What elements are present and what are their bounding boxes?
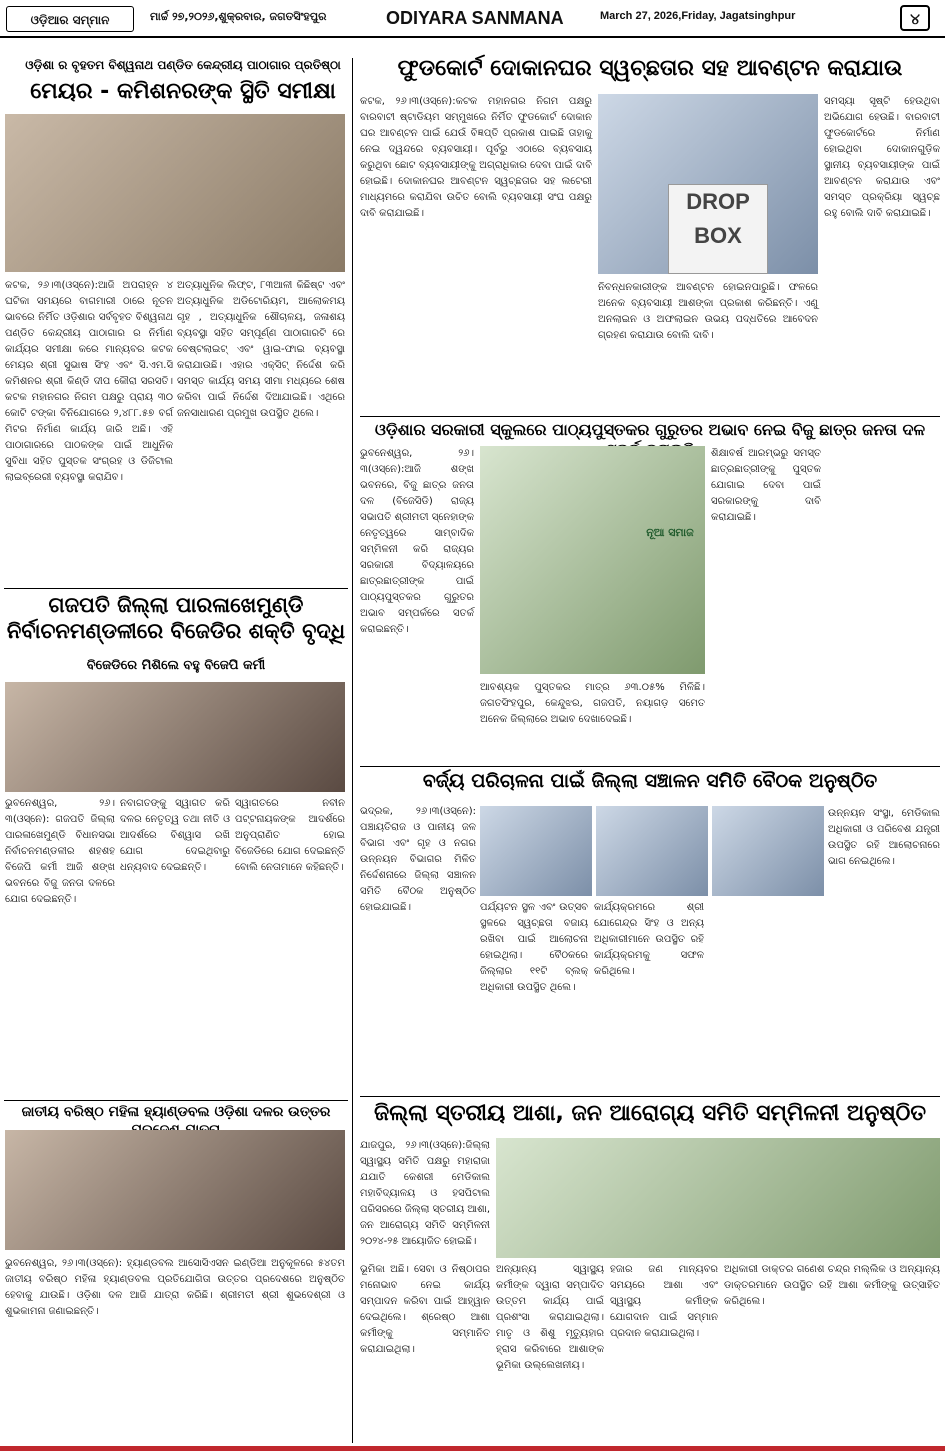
waste-photo-3 — [712, 806, 824, 896]
gajapati-headline — [4, 592, 348, 654]
waste-photo-1 — [480, 806, 592, 896]
textbook-headline — [360, 420, 940, 442]
waste-photo-2 — [596, 806, 708, 896]
library-kicker-text: ଓଡ଼ିଶା ର ବୃହତମ ବିଶ୍ୱନାଥ ପଣ୍ଡିତ କେନ୍ଦ୍ରୀୟ ପାଠାଗାର ପ୍ରତିଷ୍ଠା — [25, 58, 341, 72]
column-divider — [352, 58, 353, 1443]
asha-body-left: ଯାଜପୁର, ୨୬।୩(ଓସ୍ନେ):ଜିଲ୍ଲା ସ୍ୱାସ୍ଥ୍ୟ ସମିତି ପକ୍ଷରୁ ମହାରାଜା ଯଯାତି କେଶରୀ ମେଡିକାଲ ମହାବିଦ୍ୟାଳୟ ଓ ହସପିଟାଲ ପରିସରରେ ଜିଲ୍ଲା ସ୍ତରୀୟ ଆଶା, ଜନ ଆରୋଗ୍ୟ ସମିତି ସମ୍ମିଳନୀ ୨୦୨୪-୨୫ ଆୟୋଜିତ ହୋଇଛି। — [360, 1140, 491, 1247]
divider-rule — [360, 1096, 940, 1097]
gajapati-subheadline-text: ବିଜେଡିରେ ମିଶିଲେ ବହୁ ବିଜେପି କର୍ମୀ — [86, 658, 266, 673]
asha-body-c3: ହଜାର ଜଣ ମାନ୍ୟବର ସମୟରେ ଆଶା ଏବଂ ସ୍ୱାସ୍ଥ୍ୟ କର୍ମୀଙ୍କ ଯୋଗଦାନ ପାଇଁ ସମ୍ମାନ ପ୍ରଦାନ କରାଯାଇଥିଲା। — [610, 1264, 718, 1339]
library-headline-text: ମେୟର - କମିଶନରଙ୍କ ସ୍ଥିତି ସମୀକ୍ଷା — [30, 79, 336, 104]
waste-headline — [360, 770, 940, 800]
asha-headline-text: ଜିଲ୍ଲା ସ୍ତରୀୟ ଆଶା, ଜନ ଆରୋଗ୍ୟ ସମିତି ସମ୍ମିଳନୀ ଅନୁଷ୍ଠିତ — [373, 1101, 927, 1126]
asha-photo — [496, 1138, 940, 1258]
gajapati-body-right: ସ୍ୱାଗତରେ ନବୀନ ପଟ୍ଟନାୟକଙ୍କ ଆଦର୍ଶରେ ଅନୁପ୍ରାଣିତ ହୋଇ ବିଜେଡିରେ ଯୋଗ ଦେଇଛନ୍ତି ବୋଲି ନେତାମାନେ କହିଛନ୍ତି। — [235, 798, 345, 873]
gajapati-photo — [5, 682, 345, 792]
foodcourt-headline-text: ଫୁଡକୋର୍ଟ ଦୋକାନଘର ସ୍ୱଚ୍ଛତାର ସହ ଆବଣ୍ଟନ କରାଯାଉ — [397, 56, 903, 81]
masthead — [0, 0, 945, 38]
divider-rule — [360, 766, 940, 767]
foodcourt-photo — [598, 94, 818, 274]
gajapati-headline-text: ଗଜପତି ଜିଲ୍ଲା ପାରଳାଖେମୁଣ୍ଡି ନିର୍ବାଚନମଣ୍ଡଳୀରେ ବିଜେଡିର ଶକ୍ତି ବୃଦ୍ଧି — [6, 593, 346, 644]
waste-body-far: ଉନ୍ନୟନ ସଂସ୍ଥା, ମେଡିକାଲ ଅଧିକାରୀ ଓ ପରିବେଶ ଯନ୍ତ୍ରୀ ଉପସ୍ଥିତ ରହି ଆଲୋଚନାରେ ଭାଗ ନେଇଥିଲେ। — [828, 808, 940, 867]
textbook-headline-text: ଓଡ଼ିଶାର ସରକାରୀ ସ୍କୁଲରେ ପାଠ୍ୟପୁସ୍ତକର ଗୁରୁତର ଅଭାବ ନେଇ ବିଜୁ ଛାତ୍ର ଜନତା ଦଳ — [374, 420, 926, 439]
divider-rule — [360, 416, 940, 417]
textbook-photo — [480, 446, 705, 674]
handball-headline-text: ଜାତୀୟ ବରିଷ୍ଠ ମହିଳା ହ୍ୟାଣ୍ଡବଲ ଓଡ଼ିଶା ଦଳର ଉତ୍ତର — [21, 1104, 331, 1120]
textbook-banner-text: ନୂଆ ସମାଜ — [646, 526, 694, 539]
handball-headline — [4, 1104, 348, 1128]
gajapati-body-left: ଭୁବନେଶ୍ୱର, ୨୬।୩(ଓସ୍ନେ): ଗଜପତି ଜିଲ୍ଲା ପାରଳାଖେମୁଣ୍ଡି ବିଧାନସଭା ନିର୍ବାଚନମଣ୍ଡଳୀର ଶହଶହ ବିଜେପି କର୍ମୀ ଆଜି ଶଙ୍ଖ ଭବନରେ ବିଜୁ ଜନତା ଦଳରେ ଯୋଗ ଦେଇଛନ୍ତି। — [5, 798, 115, 905]
masthead-date-english: March 27, 2026,Friday, Jagatsinghpur — [600, 10, 796, 22]
textbook-body-mid: ଆବଶ୍ୟକ ପୁସ୍ତକର ମାତ୍ର ୬୩.୦୫% ମିଳିଛି। ଜଗତସିଂହପୁର, କେନ୍ଦୁଝର, ଗଜପତି, ନୟାଗଡ଼ ସମେତ ଅନେକ ଜିଲ୍ଲାରେ ଅଭାବ ଦେଖାଦେଇଛି। — [480, 682, 705, 725]
asha-headline — [360, 1100, 940, 1134]
asha-body-c2: ଅନ୍ୟାନ୍ୟ ସ୍ୱାସ୍ଥ୍ୟ କର୍ମୀଙ୍କ ଦ୍ୱାରା ସମ୍ପାଦିତ ଉତ୍ତମ କାର୍ଯ୍ୟ ପାଇଁ ପ୍ରଶଂସା କରାଯାଇଥିଲା। ମାତୃ ଓ ଶିଶୁ ମୃତ୍ୟୁହାର ହ୍ରାସ କରିବାରେ ଆଶାଙ୍କ ଭୂମିକା ଉଲ୍ଲେଖନୀୟ। — [496, 1264, 604, 1371]
newspaper-logo: ଓଡ଼ିଆର ସମ୍ମାନ — [6, 6, 134, 32]
waste-body-left: ଭଦ୍ରକ, ୨୬।୩(ଓସ୍ନେ): ପଞ୍ଚାୟତିରାଜ ଓ ପାନୀୟ ଜଳ ବିଭାଗ ଏବଂ ଗୃହ ଓ ନଗର ଉନ୍ନୟନ ବିଭାଗର ମିଳିତ ନିର୍ଦ୍ଦେଶନାରେ ଜିଲ୍ଲା ସଞ୍ଚାଳନ ସମିତି ବୈଠକ ଅନୁଷ୍ଠିତ ହୋଇଯାଇଛି। — [360, 806, 476, 913]
asha-body-c4: ଅଧିକାରୀ ଡାକ୍ତର ଗଣେଶ ଚନ୍ଦ୍ର ମଲ୍ଲିକ ଓ ଅନ୍ୟାନ୍ୟ ଡାକ୍ତରମାନେ ଉପସ୍ଥିତ ରହି ଆଶା କର୍ମୀଙ୍କୁ ଉତ୍ସାହିତ କରିଥିଲେ। — [724, 1264, 940, 1307]
masthead-title: ODIYARA SANMANA — [386, 8, 564, 28]
masthead-date-odia: ମାର୍ଚ୍ଚ ୨୭,୨୦୨୬,ଶୁକ୍ରବାର, ଜଗତସିଂହପୁର — [150, 10, 327, 23]
textbook-body-left: ଭୁବନେଶ୍ୱର, ୨୬।୩(ଓସ୍ନେ):ଆଜି ଶଙ୍ଖ ଭବନରେ, ବିଜୁ ଛାତ୍ର ଜନତା ଦଳ (ବିଜେସିଡି) ରାଜ୍ୟ ସଭାପତି ଶ୍ରୀମତୀ ସ୍ନେହାଙ୍କ ନେତୃତ୍ୱରେ ସାମ୍ବାଦିକ ସମ୍ମିଳନୀ କରି ରାଜ୍ୟର ସରକାରୀ ବିଦ୍ୟାଳୟରେ ଛାତ୍ରଛାତ୍ରୀଙ୍କ ପାଇଁ ପାଠ୍ୟପୁସ୍ତକର ଗୁରୁତର ଅଭାବ ସମ୍ପର୍କରେ ସତର୍କ କରାଇଛନ୍ତି। — [360, 448, 474, 635]
waste-headline-text: ବର୍ଜ୍ୟ ପରିଚାଳନା ପାଇଁ ଜିଲ୍ଲା ସଞ୍ଚାଳନ ସମିତି ବୈଠକ ଅନୁଷ୍ଠିତ — [422, 770, 878, 792]
textbook-body-right: ଶିକ୍ଷାବର୍ଷ ଆରମ୍ଭରୁ ସମସ୍ତ ଛାତ୍ରଛାତ୍ରୀଙ୍କୁ ପୁସ୍ତକ ଯୋଗାଇ ଦେବା ପାଇଁ ସରକାରଙ୍କୁ ଦାବି କରାଯାଇଛି। — [711, 448, 821, 523]
library-body-left: କଟକ, ୨୬।୩(ଓସ୍ନେ):ଆଜି ଅପରାହ୍ନ ୪ ଘଟିକା ସମୟରେ ବାଗମାରୀ ଠାରେ ନୂତନ ଭାବରେ ନିର୍ମିତ ଓଡ଼ିଶାର ସର୍ବବୃହତ ବିଶ୍ୱନାଥ ପଣ୍ଡିତ କେନ୍ଦ୍ରୀୟ ପାଠାଗାର ର ନିର୍ମାଣ କାର୍ଯ୍ୟର ସମୀକ୍ଷା କରେ ମାନ୍ୟବର କଟକ ମେୟର ଶ୍ରୀ ସୁଭାଷ ସିଂହ ଏବଂ ସି.ଏମ.ସି କମିଶନର ଶ୍ରୀ କିଣ୍ଡି ଦୀପ କୌରା ସରସତି। କଟକ ମହାନଗର ନିଗମ ପକ୍ଷରୁ ପ୍ରାୟ ୩୦ କୋଟି ଟଙ୍କା ବିନିଯୋଗରେ ୨,୪୮୮.୫୭ ବର୍ଗ ମିଟର ନିର୍ମାଣ କାର୍ଯ୍ୟ ଜାରି ଅଛି। ଏହି ପାଠାଗାରରେ ପାଠକଙ୍କ ପାଇଁ ଆଧୁନିକ ସୁବିଧା ସହିତ ପୁସ୍ତକ ସଂଗ୍ରହ ଓ ଡିଜିଟାଲ ଲାଇବ୍ରେରୀ ବ୍ୟବସ୍ଥା କରାଯିବ। — [5, 280, 173, 483]
divider-rule — [4, 1100, 348, 1101]
gajapati-body-mid: ନବାଗତଙ୍କୁ ସ୍ୱାଗତ କରି ଦଳର ନେତୃତ୍ୱ ତଥା ନୀତି ଓ ଆଦର୍ଶରେ ବିଶ୍ୱାସ ରଖି ଯୋଗ ଦେଇଥିବାରୁ ଧନ୍ୟବାଦ ଦେଇଛନ୍ତି। — [120, 798, 230, 873]
library-kicker — [4, 58, 362, 76]
drop-box-sign — [668, 184, 768, 274]
foodcourt-body-right: ସମସ୍ୟା ସୃଷ୍ଟି ହେଉଥିବା ଅଭିଯୋଗ ହେଉଛି। ବାରବାଟୀ ଫୁଡକୋର୍ଟରେ ନିର୍ମାଣ ହୋଇଥିବା ଦୋକାନଗୁଡ଼ିକ ସ୍ଥାନୀୟ ବ୍ୟବସାୟୀଙ୍କ ପାଇଁ ଆବଣ୍ଟନ କରାଯାଉ ଏବଂ ସମସ୍ତ ପ୍ରକ୍ରିୟା ସ୍ୱଚ୍ଛ ରହୁ ବୋଲି ଦାବି କରାଯାଇଛି। — [824, 96, 940, 219]
foodcourt-body-mid: ନିବନ୍ଧନକାରୀଙ୍କ ଆବଣ୍ଟନ ହୋଇନପାରୁଛି। ଫଳରେ ଅନେକ ବ୍ୟବସାୟୀ ଆଶଙ୍କା ପ୍ରକାଶ କରିଛନ୍ତି। ଏଣୁ ଅନଲାଇନ ଓ ଅଫଲାଇନ ଉଭୟ ପଦ୍ଧତିରେ ଆବେଦନ ଗ୍ରହଣ କରାଯାଉ ବୋଲି ଦାବି। — [598, 282, 818, 341]
gajapati-subheadline — [4, 658, 348, 678]
asha-body-c1: ଭୂମିକା ଅଛି। ସେବା ଓ ନିଷ୍ଠାପର ମନୋଭାବ ନେଇ କାର୍ଯ୍ୟ ସମ୍ପାଦନ କରିବା ପାଇଁ ଆହ୍ୱାନ ଦେଇଥିଲେ। ଶ୍ରେଷ୍ଠ ଆଶା କର୍ମୀଙ୍କୁ ସମ୍ମାନିତ କରାଯାଇଥିଲା। — [360, 1264, 490, 1355]
handball-photo — [5, 1130, 345, 1250]
foodcourt-body-left: କଟକ, ୨୬।୩(ଓସ୍ନେ):କଟକ ମହାନଗର ନିଗମ ପକ୍ଷରୁ ବାରବାଟୀ ଷ୍ଟାଡିୟମ ସମ୍ମୁଖରେ ନିର୍ମିତ ଫୁଡକୋର୍ଟ ଦୋକାନ ଘର ଆବଣ୍ଟନ ପାଇଁ ଯେଉଁ ବିଜ୍ଞପ୍ତି ପ୍ରକାଶ ପାଇଛି ତାହାକୁ ନେଇ ଦ୍ୱନ୍ଦରେ ବ୍ୟବସାୟୀ। ପୂର୍ବରୁ ଏଠାରେ ବ୍ୟବସାୟ କରୁଥିବା ଛୋଟ ବ୍ୟବସାୟୀଙ୍କୁ ଅଗ୍ରାଧିକାର ଦେବା ପାଇଁ ଦାବି ହୋଇଛି। ଦୋକାନଘର ଆବଣ୍ଟନ ସ୍ୱଚ୍ଛତାର ସହ ଲଟେରୀ ମାଧ୍ୟମରେ କରାଯିବା ଉଚିତ ବୋଲି ବ୍ୟବସାୟୀ ସଂଘ ପକ୍ଷରୁ ଦାବି କରାଯାଇଛି। — [360, 96, 592, 219]
waste-body-right: କାର୍ଯ୍ୟକ୍ରମରେ ଶ୍ରୀ ଯୋଗେନ୍ଦ୍ର ସିଂହ ଓ ଅନ୍ୟ ଅଧିକାରୀମାନେ ଉପସ୍ଥିତ ରହି କାର୍ଯ୍ୟକ୍ରମକୁ ସଫଳ କରିଥିଲେ। — [594, 902, 704, 977]
foodcourt-headline — [360, 55, 940, 89]
drop-box-text: DROP BOX — [686, 189, 750, 248]
library-photo — [5, 114, 345, 272]
footer-rule — [0, 1446, 945, 1451]
handball-body: ଭୁବନେଶ୍ୱର, ୨୬।୩(ଓସ୍ନେ): ହ୍ୟାଣ୍ଡବଲ ଆସୋସିଏସନ ଇଣ୍ଡିଆ ଅନୁକୂଳରେ ୫୪ତମ ଜାତୀୟ ବରିଷ୍ଠ ମହିଳା ହ୍ୟାଣ୍ଡବଲ ପ୍ରତିଯୋଗିତା ଉତ୍ତର ପ୍ରଦେଶରେ ଅନୁଷ୍ଠିତ ହେବାକୁ ଯାଉଛି। ଓଡ଼ିଶା ଦଳ ଆଜି ଯାତ୍ରା କରିଛି। ଶ୍ରୀମତୀ ଶ୍ରୀ ଶୁଭଦେଶ୍ରୀ ଓ ଶୁଭକାମନା ଜଣାଇଛନ୍ତି। — [5, 1258, 345, 1317]
waste-body-mid: ପର୍ଯ୍ୟଟନ ସ୍ଥଳ ଏବଂ ଉତ୍ସବ ସ୍ଥଳରେ ସ୍ୱଚ୍ଛତା ବଜାୟ ରଖିବା ପାଇଁ ଆଲୋଚନା ହୋଇଥିଲା। ବୈଠକରେ ଜିଲ୍ଲାର ୧୧ଟି ବ୍ଲକ୍ ଅଧିକାରୀ ଉପସ୍ଥିତ ଥିଲେ। — [480, 902, 588, 993]
page-number: ୪ — [900, 5, 930, 31]
library-headline — [4, 78, 362, 112]
library-body-right: ଅତ୍ୟାଧୁନିକ ଲିଫ୍ଟ, ୮୩ଆଳୀ କିଛିଷ୍ଟ ଏବଂ ଅତ୍ୟାଧୁନିକ ଅଡିଟୋରିୟମ, ଆଲୋକମୟ ଗୃହ , ଅତ୍ୟାଧୁନିକ ଶୌଚାଳୟ, ଜଳାଶୟ ବ୍ୟବସ୍ଥା ସହିତ ସମ୍ପୂର୍ଣ୍ଣ ପାଠାଗାରଟି ରେ ବେଷ୍ଟଲାଇଟ୍ ଏବଂ ୱାଇ-ଫାଇ ବ୍ୟବସ୍ଥା କରାଯାଉଛି। ଏହାର ଏକ୍ସିଟ୍ ନିର୍ଦ୍ଦେଶ କରି ସମସ୍ତ କାର୍ଯ୍ୟ ସମୟ ସୀମା ମଧ୍ୟରେ ଶେଷ କରିବା ପାଇଁ ନିର୍ଦ୍ଦେଶ ଦିଆଯାଇଛି। ଏଥିରେ ଜନସାଧାରଣ ପ୍ରମୁଖ ଉପସ୍ଥିତ ଥିଲେ। — [177, 280, 345, 419]
divider-rule — [4, 588, 348, 589]
